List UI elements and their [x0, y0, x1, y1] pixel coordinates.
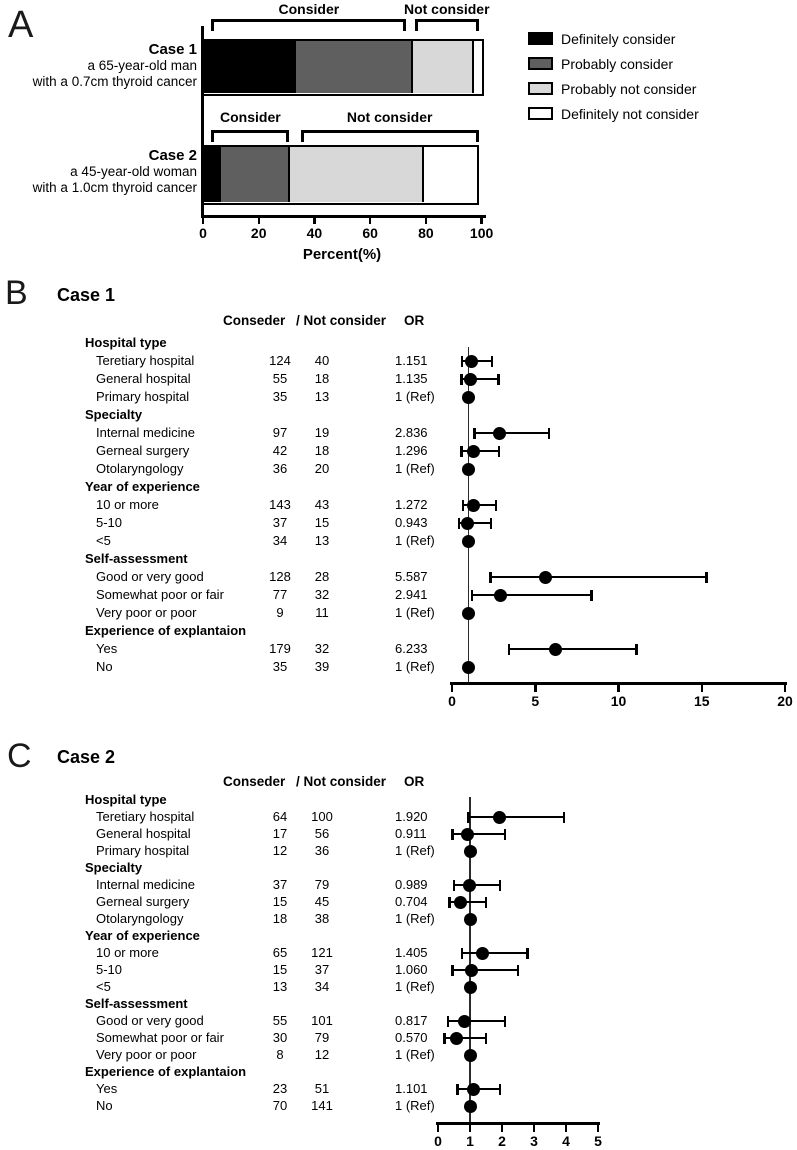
- forest-dot: [493, 811, 506, 824]
- ci-line: [462, 952, 528, 954]
- row-label: 5-10: [96, 962, 123, 977]
- forest-dot: [454, 896, 467, 909]
- cell-or: 1 (Ref): [395, 911, 435, 926]
- cell-consider: 30: [272, 1030, 288, 1045]
- cell-or: 1 (Ref): [395, 843, 435, 858]
- cell-not-consider: 32: [314, 587, 330, 602]
- x-axis-tick-label: 5: [594, 1133, 602, 1149]
- cell-consider: 37: [272, 515, 288, 530]
- cell-not-consider: 28: [314, 569, 330, 584]
- cell-or: 0.704: [395, 894, 428, 909]
- cell-not-consider: 18: [314, 443, 330, 458]
- a-axis-tick-label: 0: [199, 225, 207, 241]
- cell-consider: 23: [272, 1081, 288, 1096]
- x-axis-tick: [597, 1125, 600, 1132]
- forest-dot: [464, 981, 477, 994]
- col-header-consider: Conseder: [223, 774, 286, 789]
- ci-cap-left: [456, 1084, 458, 1095]
- ci-cap-right: [563, 812, 565, 823]
- x-axis-tick-label: 5: [531, 693, 540, 709]
- cell-not-consider: 39: [314, 659, 330, 674]
- ci-cap-right: [499, 1084, 501, 1095]
- row-group-label: Self-assessment: [85, 996, 188, 1011]
- ci-cap-left: [451, 829, 453, 840]
- row-label: Somewhat poor or fair: [96, 587, 224, 602]
- case-name: Case 1: [148, 41, 197, 58]
- row-label: General hospital: [96, 826, 191, 841]
- row-group-label: Self-assessment: [85, 551, 188, 566]
- ci-cap-left: [467, 812, 469, 823]
- cell-consider: 35: [272, 659, 288, 674]
- row-label: No: [96, 1098, 113, 1113]
- a-axis-tick-label: 60: [362, 225, 378, 241]
- cell-or: 0.943: [395, 515, 428, 530]
- cell-or: 0.570: [395, 1030, 428, 1045]
- cell-not-consider: 141: [311, 1098, 333, 1113]
- cell-or: 2.941: [395, 587, 428, 602]
- cell-or: 1 (Ref): [395, 605, 435, 620]
- cell-consider: 70: [272, 1098, 288, 1113]
- row-label: Teretiary hospital: [96, 809, 195, 824]
- cell-not-consider: 56: [314, 826, 330, 841]
- forest-dot: [450, 1032, 463, 1045]
- cell-not-consider: 11: [315, 605, 329, 620]
- x-axis-tick-label: 0: [434, 1133, 442, 1149]
- legend-label: Probably not consider: [561, 81, 697, 97]
- cell-consider: 97: [272, 425, 288, 440]
- row-label: Primary hospital: [96, 843, 190, 858]
- cell-or: 1 (Ref): [395, 1047, 435, 1062]
- x-axis-tick-label: 2: [498, 1133, 506, 1149]
- row-group-label: Year of experience: [85, 928, 200, 943]
- panel-a-label: A: [8, 4, 34, 46]
- row-label: <5: [96, 533, 111, 548]
- cell-or: 1.296: [395, 443, 428, 458]
- cell-consider: 64: [272, 809, 288, 824]
- row-label: Yes: [96, 1081, 118, 1096]
- cell-consider: 37: [272, 877, 288, 892]
- cell-consider: 13: [272, 979, 288, 994]
- ci-line: [452, 969, 518, 971]
- cell-or: 1 (Ref): [395, 389, 435, 404]
- col-header-not-consider: / Not consider: [296, 313, 387, 328]
- cell-or: 0.911: [395, 826, 427, 841]
- cell-not-consider: 12: [314, 1047, 330, 1062]
- cell-not-consider: 37: [314, 962, 330, 977]
- row-label: Teretiary hospital: [96, 353, 195, 368]
- row-label: Primary hospital: [96, 389, 190, 404]
- ci-cap-left: [453, 880, 455, 891]
- cell-not-consider: 79: [314, 1030, 330, 1045]
- row-label: 10 or more: [96, 497, 159, 512]
- ci-cap-left: [461, 948, 463, 959]
- case-name: Case 2: [148, 147, 197, 164]
- row-label: Somewhat poor or fair: [96, 1030, 224, 1045]
- a-axis-tick-label: 20: [250, 225, 267, 241]
- cell-consider: 8: [276, 1047, 284, 1062]
- row-label: Yes: [96, 641, 118, 656]
- col-header-or: OR: [404, 313, 425, 328]
- cell-not-consider: 43: [314, 497, 330, 512]
- a-axis-title: Percent(%): [302, 246, 382, 263]
- ci-cap-left: [447, 1016, 449, 1027]
- legend-label: Definitely consider: [561, 31, 676, 47]
- cell-or: 1.272: [395, 497, 428, 512]
- cell-or: 1.135: [395, 371, 428, 386]
- legend-label: Definitely not consider: [561, 106, 699, 122]
- cell-or: 6.233: [395, 641, 428, 656]
- cell-not-consider: 101: [311, 1013, 333, 1028]
- panel-b-title: Case 1: [57, 285, 116, 305]
- ci-cap-left: [451, 965, 453, 976]
- cell-or: 5.587: [395, 569, 428, 584]
- cell-or: 1 (Ref): [395, 659, 435, 674]
- bracket-label: Not consider: [403, 1, 490, 17]
- x-axis-tick: [437, 1125, 440, 1132]
- forest-dot: [464, 1049, 477, 1062]
- forest-dot: [476, 947, 489, 960]
- cell-or: 1 (Ref): [395, 1098, 435, 1113]
- cell-not-consider: 15: [314, 515, 330, 530]
- row-label: No: [96, 659, 113, 674]
- row-group-label: Hospital type: [85, 792, 167, 807]
- cell-not-consider: 121: [311, 945, 333, 960]
- cell-consider: 143: [269, 497, 291, 512]
- row-group-label: Experience of explantaion: [85, 623, 247, 638]
- cell-not-consider: 79: [314, 877, 330, 892]
- legend-label: Probably consider: [561, 56, 674, 72]
- ci-cap-left: [448, 897, 450, 908]
- x-axis-tick-label: 3: [530, 1133, 538, 1149]
- row-group-label: Specialty: [85, 407, 143, 422]
- cell-consider: 77: [272, 587, 288, 602]
- cell-consider: 55: [272, 371, 288, 386]
- ci-cap-right: [504, 829, 506, 840]
- cell-not-consider: 40: [314, 353, 330, 368]
- cell-or: 1 (Ref): [395, 533, 435, 548]
- row-label: <5: [96, 979, 111, 994]
- row-label: Internal medicine: [96, 877, 195, 892]
- row-label: 5-10: [96, 515, 123, 530]
- a-axis-tick-label: 40: [306, 225, 323, 241]
- x-axis-tick: [501, 1125, 504, 1132]
- ci-cap-right: [499, 880, 501, 891]
- row-label: Otolaryngology: [96, 911, 184, 926]
- ci-line: [454, 884, 500, 886]
- ci-cap-right: [485, 897, 487, 908]
- panel-c-label: C: [7, 737, 32, 775]
- cell-or: 1.920: [395, 809, 428, 824]
- ci-cap-right: [485, 1033, 487, 1044]
- bracket-label: Consider: [278, 1, 340, 17]
- row-label: Otolaryngology: [96, 461, 184, 476]
- cell-not-consider: 13: [314, 533, 330, 548]
- row-group-label: Hospital type: [85, 335, 167, 350]
- bracket-label: Consider: [220, 109, 281, 125]
- forest-dot: [464, 913, 477, 926]
- case-desc-2: with a 0.7cm thyroid cancer: [32, 74, 197, 89]
- cell-not-consider: 38: [314, 911, 330, 926]
- cell-or: 1 (Ref): [395, 461, 435, 476]
- row-label: Very poor or poor: [96, 1047, 197, 1062]
- cell-consider: 15: [272, 894, 288, 909]
- forest-dot: [463, 879, 476, 892]
- x-axis-tick: [533, 1125, 536, 1132]
- ci-cap-right: [504, 1016, 506, 1027]
- row-label: Gerneal surgery: [96, 894, 190, 909]
- row-group-label: Experience of explantaion: [85, 1064, 247, 1079]
- x-axis-line: [436, 1122, 600, 1125]
- x-axis-tick-label: 0: [448, 693, 456, 709]
- row-label: Good or very good: [96, 1013, 204, 1028]
- x-axis-tick-label: 20: [777, 693, 793, 709]
- x-axis-tick-label: 4: [562, 1133, 570, 1149]
- cell-not-consider: 19: [314, 425, 330, 440]
- cell-or: 1.151: [395, 353, 428, 368]
- cell-consider: 55: [272, 1013, 288, 1028]
- ci-cap-left: [443, 1033, 445, 1044]
- cell-or: 1.060: [395, 962, 428, 977]
- case-desc-1: a 65-year-old man: [87, 58, 197, 73]
- row-label: Gerneal surgery: [96, 443, 190, 458]
- cell-or: 2.836: [395, 425, 428, 440]
- forest-dot: [467, 1083, 480, 1096]
- cell-not-consider: 13: [314, 389, 330, 404]
- forest-dot: [458, 1015, 471, 1028]
- cell-consider: 12: [272, 843, 288, 858]
- cell-consider: 35: [272, 389, 288, 404]
- case-desc-2: with a 1.0cm thyroid cancer: [32, 180, 197, 195]
- cell-not-consider: 45: [314, 894, 330, 909]
- a-axis-tick-label: 100: [469, 225, 494, 241]
- cell-not-consider: 100: [311, 809, 333, 824]
- cell-consider: 65: [272, 945, 288, 960]
- ci-line: [468, 816, 564, 818]
- cell-consider: 42: [272, 443, 288, 458]
- row-group-label: Year of experience: [85, 479, 200, 494]
- cell-or: 1.101: [395, 1081, 428, 1096]
- cell-consider: 17: [272, 826, 288, 841]
- cell-consider: 36: [272, 461, 288, 476]
- cell-not-consider: 20: [314, 461, 330, 476]
- cell-not-consider: 34: [314, 979, 330, 994]
- cell-or: 1.405: [395, 945, 428, 960]
- cell-not-consider: 36: [314, 843, 330, 858]
- forest-dot: [465, 964, 478, 977]
- ci-cap-right: [526, 948, 528, 959]
- cell-consider: 9: [276, 605, 284, 620]
- cell-consider: 18: [272, 911, 288, 926]
- col-header-not-consider: / Not consider: [296, 774, 387, 789]
- row-label: Internal medicine: [96, 425, 195, 440]
- ci-cap-right: [517, 965, 519, 976]
- cell-consider: 179: [269, 641, 291, 656]
- cell-or: 0.817: [395, 1013, 428, 1028]
- x-axis-tick-label: 10: [610, 693, 627, 709]
- bracket-label: Not consider: [346, 109, 433, 125]
- panel-b-label: B: [5, 274, 28, 312]
- cell-or: 1 (Ref): [395, 979, 435, 994]
- forest-dot: [464, 1100, 477, 1113]
- x-axis-tick: [469, 1125, 472, 1132]
- cell-not-consider: 18: [314, 371, 330, 386]
- cell-consider: 15: [272, 962, 288, 977]
- panel-c-title: Case 2: [57, 747, 116, 767]
- row-label: Very poor or poor: [96, 605, 197, 620]
- ci-line: [448, 1020, 506, 1022]
- col-header-consider: Conseder: [223, 313, 286, 328]
- cell-consider: 128: [269, 569, 291, 584]
- cell-or: 0.989: [395, 877, 428, 892]
- row-group-label: Specialty: [85, 860, 143, 875]
- case-desc-1: a 45-year-old woman: [70, 164, 197, 179]
- cell-consider: 34: [272, 533, 288, 548]
- cell-not-consider: 32: [314, 641, 330, 656]
- col-header-or: OR: [404, 774, 425, 789]
- cell-not-consider: 51: [314, 1081, 330, 1096]
- x-axis-tick: [565, 1125, 568, 1132]
- a-axis-tick-label: 80: [418, 225, 434, 241]
- forest-dot: [464, 845, 477, 858]
- row-label: 10 or more: [96, 945, 159, 960]
- x-axis-tick-label: 15: [693, 693, 710, 709]
- forest-dot: [461, 828, 474, 841]
- row-label: Good or very good: [96, 569, 204, 584]
- cell-consider: 124: [269, 353, 291, 368]
- x-axis-tick-label: 1: [466, 1133, 474, 1149]
- row-label: General hospital: [96, 371, 191, 386]
